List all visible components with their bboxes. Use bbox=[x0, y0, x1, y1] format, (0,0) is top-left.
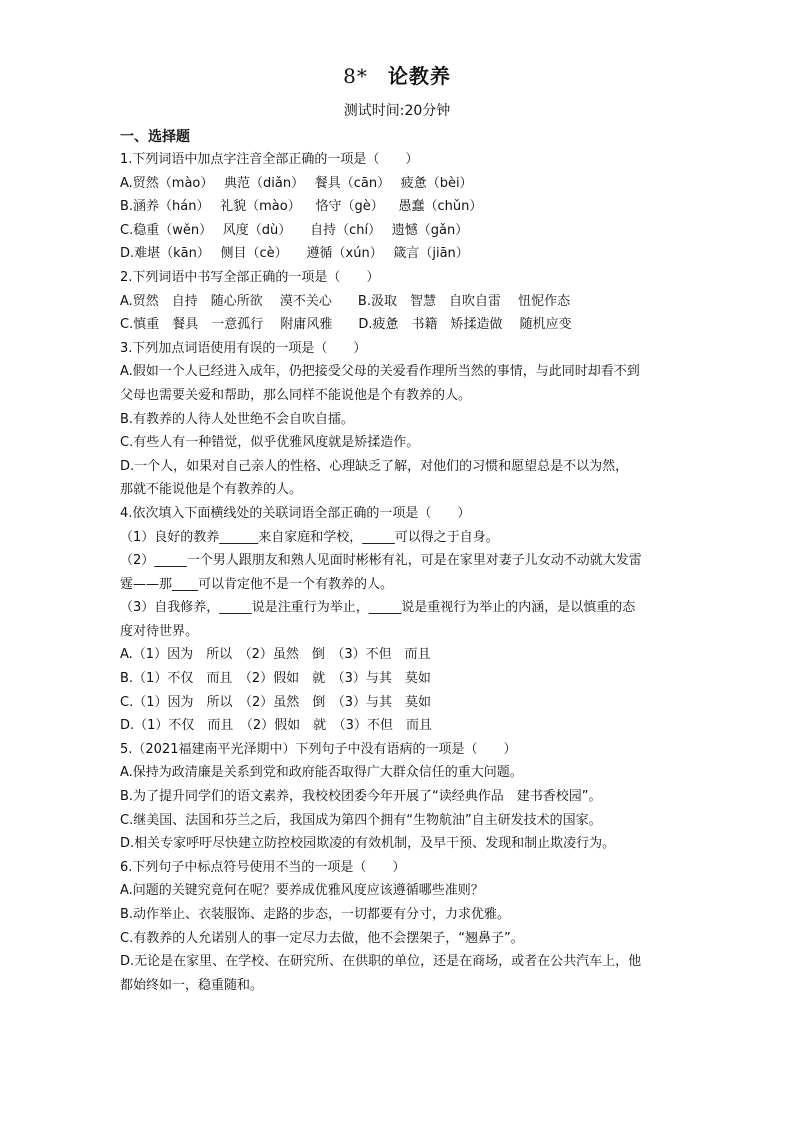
q1-option-c: C.稳重（wěn） 风度（dù） 自持（chí） 遗憾（gǎn） bbox=[120, 222, 469, 238]
q2-stem: 2.下列词语中书写全部正确的一项是（ ） bbox=[120, 269, 380, 285]
q6-option-c: C.有教养的人允诺别人的事一定尽力去做，他不会摆架子，“翘鼻子”。 bbox=[120, 930, 524, 946]
q4-stem: 4.依次填入下面横线处的关联词语全部正确的一项是（ ） bbox=[120, 505, 471, 521]
q5-option-b: B.为了提升同学们的语文素养，我校校团委今年开展了“读经典作品 建书香校园”。 bbox=[120, 789, 602, 805]
question-list bbox=[120, 148, 680, 997]
page-title bbox=[0, 60, 794, 89]
q6-option-b: B.动作举止、衣装服饰、走路的步态，一切都要有分寸，力求优雅。 bbox=[120, 907, 511, 922]
q5-option-d: D.相关专家呼吁尽快建立防控校园欺凌的有效机制，及早干预、发现和制止欺凌行为。 bbox=[120, 836, 616, 852]
q2-options-cd: C.慎重 餐具 一意孤行 附庸风雅 D.疲惫 书籍 矫揉造做 随机应变 bbox=[120, 317, 572, 333]
section-heading: 一、选择题 bbox=[120, 129, 190, 145]
q3-stem: 3.下列加点词语使用有误的一项是（ ） bbox=[120, 340, 367, 356]
q1-option-a: A.贸然（mào） 典范（diǎn） 餐具（cān） 疲惫（bèi） bbox=[120, 175, 473, 191]
q2-options-ab: A.贸然 自持 随心所欲 漠不关心 B.汲取 智慧 自吹自雷 忸怩作态 bbox=[120, 293, 571, 309]
q4-option-a: A.（1）因为 所以 （2）虽然 倒 （3）不但 而且 bbox=[120, 647, 431, 663]
q6-option-d-line1: D.无论是在家里、在学校、在研究所、在供职的单位，还是在商场，或者在公共汽车上，他 bbox=[120, 954, 642, 970]
q4-option-b: B.（1）不仅 而且 （2）假如 就 （3）与其 莫如 bbox=[120, 671, 431, 687]
q4-sentence-1: （1）良好的教养______来自家庭和学校，_____可以得之于自身。 bbox=[120, 529, 499, 545]
q4-sentence-2-line1: （2）_____一个男人跟朋友和熟人见面时彬彬有礼，可是在家里对妻子儿女动不动就大发雷 bbox=[120, 553, 642, 569]
q3-option-b: B.有教养的人待人处世绝不会自吹自擂。 bbox=[120, 411, 355, 427]
q3-option-d-line1: D.一个人，如果对自己亲人的性格、心理缺乏了解，对他们的习惯和愿望总是不以为然， bbox=[120, 458, 629, 474]
q3-option-c: C.有些人有一种错觉，似乎优雅风度就是矫揉造作。 bbox=[120, 435, 420, 451]
q3-option-a-line1: A.假如一个人已经进入成年，仍把接受父母的关爱看作理所当然的事情，与此同时却看不到 bbox=[120, 364, 640, 380]
lesson-title: 论教养 bbox=[387, 64, 451, 88]
q6-stem: 6.下列句子中标点符号使用不当的一项是（ ） bbox=[120, 859, 406, 875]
q1-option-b: B.涵养（hán） 礼貌（mào） 恪守（gè） 愚蠢（chǔn） bbox=[120, 199, 483, 215]
q5-option-c: C.继美国、法国和芬兰之后，我国成为第四个拥有“生物航油”自主研发技术的国家。 bbox=[120, 812, 602, 828]
q4-sentence-3-line1: （3）自我修养，_____说是注重行为举止，_____说是重视行为举止的内涵，是以慎重的态 bbox=[120, 600, 636, 616]
q3-option-a-line2: 父母也需要关爱和帮助，那么同样不能说他是个有教养的人。 bbox=[120, 387, 472, 403]
q4-option-d: D.（1）不仅 而且 （2）假如 就 （3）不但 而且 bbox=[120, 718, 432, 734]
test-time: 测试时间:20分钟 bbox=[343, 103, 451, 119]
q1-stem: 1.下列词语中加点字注音全部正确的一项是（ ） bbox=[120, 152, 419, 167]
q6-option-d-line2: 都始终如一，稳重随和。 bbox=[120, 977, 264, 993]
q4-sentence-3-line2: 度对待世界。 bbox=[120, 623, 199, 639]
q4-option-c: C.（1）因为 所以 （2）虽然 倒 （3）与其 莫如 bbox=[120, 694, 432, 710]
q5-stem: 5.（2021福建南平光泽期中）下列句子中没有语病的一项是（ ） bbox=[120, 741, 517, 757]
q3-option-d-line2: 那就不能说他是个有教养的人。 bbox=[120, 482, 303, 498]
q6-option-a: A.问题的关键究竟何在呢？要养成优雅风度应该遵循哪些准则？ bbox=[120, 883, 484, 899]
q1-option-d: D.难堪（kān） 侧目（cè） 遵循（xún） 箴言（jiān） bbox=[120, 246, 469, 262]
q4-sentence-2-line2: 霆——那____可以肯定他不是一个有教养的人。 bbox=[120, 576, 394, 592]
lesson-number: 8* bbox=[343, 64, 368, 88]
q5-option-a: A.保持为政清廉是关系到党和政府能否取得广大群众信任的重大问题。 bbox=[120, 765, 523, 781]
